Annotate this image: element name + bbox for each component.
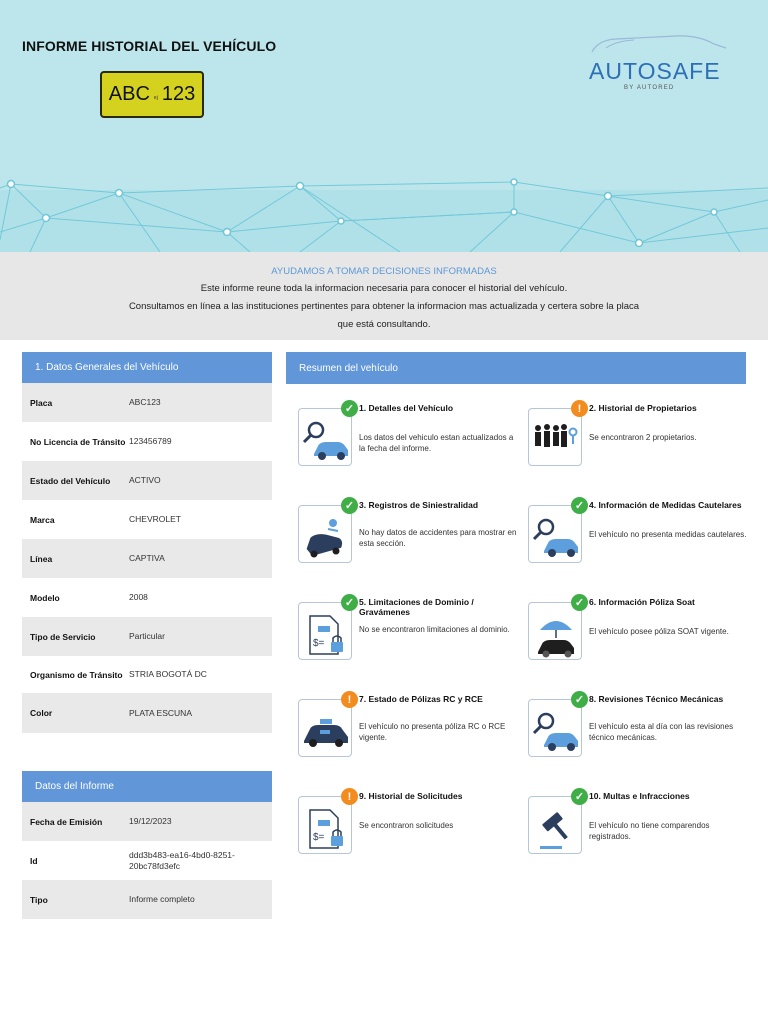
row-label: No Licencia de Tránsito [30, 436, 126, 447]
magnifier-car-icon [530, 511, 582, 563]
row-value: CHEVROLET [129, 514, 181, 524]
summary-card-technical-reviews [528, 691, 758, 763]
magnifier-car-icon [300, 414, 352, 466]
table-row [22, 578, 272, 617]
magnifier-car-icon [530, 705, 582, 757]
document-lock-icon [300, 802, 352, 854]
row-label: Organismo de Tránsito [30, 669, 123, 680]
row-label: Placa [30, 397, 53, 408]
card-title: 2. Historial de Propietarios [589, 403, 697, 413]
table-row [22, 617, 272, 656]
check-icon: ✓ [341, 594, 358, 611]
row-value: STRIA BOGOTÁ DC [129, 669, 207, 679]
intro-line-1: Este informe reune toda la informacion necesaria para conocer el historial del vehículo. [200, 283, 568, 294]
summary-card-fines [528, 788, 758, 860]
card-title: 8. Revisiones Técnico Mecánicas [589, 694, 724, 704]
card-description: No hay datos de accidentes para mostrar en esta sección. [359, 528, 517, 548]
row-value: 123456789 [129, 436, 172, 446]
summary-card-precautionary-measures [528, 497, 758, 569]
summary-heading: Resumen del vehículo [286, 352, 746, 384]
gavel-icon [530, 802, 582, 854]
row-label: Línea [30, 553, 53, 564]
check-icon: ✓ [341, 400, 358, 417]
summary-card-rc-policies [298, 691, 528, 763]
plate-numbers: 123 [161, 83, 196, 105]
table-row [22, 880, 272, 919]
row-label: Modelo [30, 592, 60, 603]
table-row [22, 656, 272, 693]
plate-letters: ABC [108, 83, 150, 105]
intro-band [0, 252, 768, 340]
check-icon: ✓ [571, 788, 588, 805]
card-description: El vehículo no tiene comparendos registrados. [589, 821, 710, 841]
report-header [0, 0, 768, 252]
table-row [22, 383, 272, 422]
card-description: Los datos del vehiculo estan actualizados a la fecha del informe. [359, 433, 514, 453]
card-title: 7. Estado de Pólizas RC y RCE [359, 694, 483, 704]
check-icon: ✓ [571, 594, 588, 611]
card-description: No se encontraron limitaciones al dominio. [359, 625, 510, 634]
row-label: Id [30, 855, 38, 866]
row-value: PLATA ESCUNA [129, 707, 192, 718]
car-outline-icon [586, 30, 736, 60]
taxi-icon [300, 705, 352, 757]
summary-card-owners [528, 400, 758, 472]
warning-icon: ! [341, 691, 358, 708]
warning-icon: ! [341, 788, 358, 805]
table-row [22, 693, 272, 733]
svg-text:$=: $= [313, 832, 325, 843]
card-title: 4. Información de Medidas Cautelares [589, 500, 742, 510]
intro-line-2: Consultamos en línea a las instituciones pertinentes para obtener la informacion mas actualizada y certera sobre la placa [128, 301, 640, 312]
check-icon: ✓ [571, 497, 588, 514]
card-description: El vehículo no presenta póliza RC o RCE vigente. [359, 722, 506, 742]
car-crash-icon [300, 511, 352, 563]
table-row [22, 500, 272, 539]
card-title: 6. Información Póliza Soat [589, 597, 695, 607]
card-description: El vehículo esta al día con las revisiones técnico mecánicas. [589, 722, 734, 742]
autosafe-logo [586, 30, 736, 100]
row-label: Tipo de Servicio [30, 631, 96, 642]
table-row [22, 461, 272, 500]
row-value: ddd3b483-ea16-4bd0-8251-20bc78fd3efc [129, 849, 235, 871]
intro-tagline: AYUDAMOS A TOMAR DECISIONES INFORMADAS [271, 266, 497, 277]
warning-icon: ! [571, 400, 588, 417]
row-value: CAPTIVA [129, 553, 165, 563]
document-lock-icon [300, 608, 352, 660]
license-plate [100, 71, 204, 118]
summary-card-accidents [298, 497, 528, 569]
svg-text:$=: $= [313, 638, 325, 649]
row-value: ABC123 [129, 397, 161, 407]
check-icon: ✓ [571, 691, 588, 708]
table-row [22, 422, 272, 461]
card-title: 3. Registros de Siniestralidad [359, 500, 479, 510]
vehicle-data-heading: 1. Datos Generales del Vehículo [22, 352, 272, 383]
summary-card-domain-limitations [298, 594, 528, 666]
card-title: 1. Detalles del Vehículo [359, 403, 454, 413]
logo-wordmark [589, 58, 721, 85]
row-value: Particular [129, 631, 165, 641]
report-title: INFORME HISTORIAL DEL VEHÍCULO [22, 38, 277, 54]
summary-card-vehicle-details [298, 400, 528, 472]
summary-card-soat [528, 594, 758, 666]
row-label: Color [30, 708, 53, 718]
summary-card-requests [298, 788, 528, 860]
check-icon: ✓ [341, 497, 358, 514]
table-row [22, 539, 272, 578]
card-description: El vehículo posee póliza SOAT vigente. [589, 627, 729, 636]
table-row [22, 841, 272, 880]
intro-line-3: que está consultando. [337, 319, 431, 330]
card-description: El vehículo no presenta medidas cautelares. [589, 530, 747, 539]
owners-key-icon [530, 414, 582, 466]
logo-word-safe: SAFE [656, 58, 721, 84]
table-row [22, 802, 272, 841]
row-label: Marca [30, 514, 55, 525]
logo-tagline: BY AUTORED [624, 85, 675, 91]
logo-word-auto: AUTO [589, 58, 657, 84]
umbrella-car-icon [530, 608, 582, 660]
report-data-heading: Datos del Informe [22, 771, 272, 802]
card-title: 5. Limitaciones de Dominio / Gravámenes [359, 597, 474, 617]
row-label: Estado del Vehículo [30, 475, 111, 486]
card-description: Se encontraron solicitudes [359, 821, 454, 830]
card-title: 10. Multas e Infracciones [589, 791, 690, 801]
row-value: 2008 [129, 592, 148, 602]
row-label: Fecha de Emisión [30, 816, 103, 827]
card-description: Se encontraron 2 propietarios. [589, 433, 697, 442]
row-value: 19/12/2023 [129, 816, 172, 826]
card-title: 9. Historial de Solicitudes [359, 791, 463, 801]
row-label: Tipo [30, 894, 48, 905]
row-value: ACTIVO [129, 475, 161, 485]
plate-city: ej [153, 94, 158, 101]
row-value: Informe completo [129, 894, 195, 904]
